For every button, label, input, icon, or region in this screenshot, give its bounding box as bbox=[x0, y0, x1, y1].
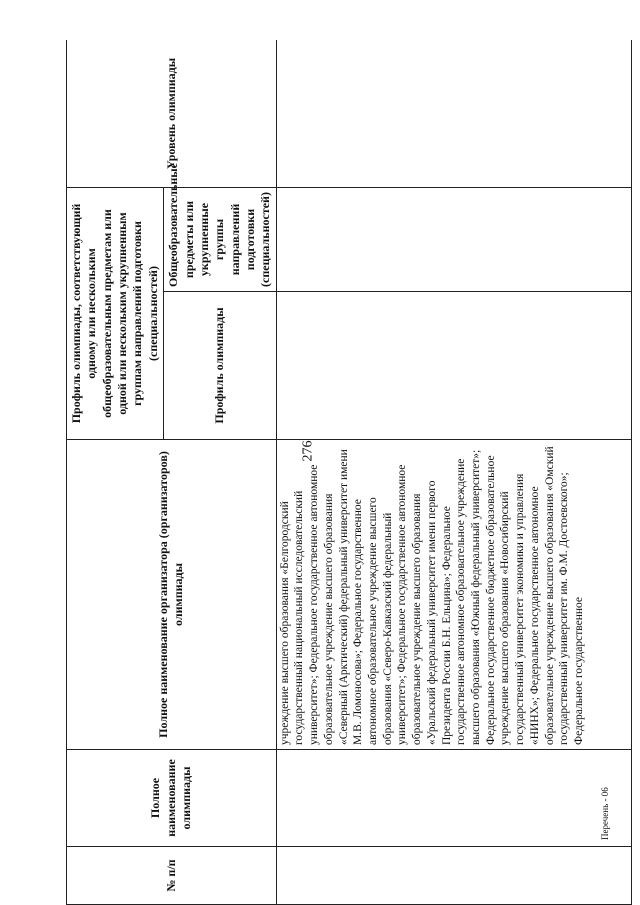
header-full-name: Полное наименование олимпиады bbox=[67, 750, 277, 847]
cell-subjects bbox=[276, 188, 631, 292]
cell-profile bbox=[276, 292, 631, 440]
olympiad-table-container bbox=[66, 40, 632, 905]
olympiad-table bbox=[66, 40, 632, 905]
header-profile-group: Профиль олимпиады, соответствующий одному или нескольким общеобразовательным предметам или одной или нескольким укрупненным группам направлений подготовки (специальностей) bbox=[67, 188, 164, 440]
header-row-1 bbox=[67, 40, 164, 905]
header-profile: Профиль олимпиады bbox=[164, 292, 277, 440]
header-level: Уровень олимпиады bbox=[67, 40, 277, 188]
header-num: № п/п bbox=[67, 847, 277, 905]
table-row bbox=[276, 40, 631, 905]
cell-organizer: учреждение высшего образования «Белгородский государственный национальный исследовательский университет»; Федеральное государственное автономное образовательное учреждение высшего образования «Северный (Арктический) федеральный университет имени М.В. Ломоносова»; Федеральное государственное автономное образовательное учреждение высшего образования «Северо-Кавказский федеральный университет»; Федеральное государственное автономное образовательное учреждение высшего образования «Уральский федеральный университет имени первого Президента России Б.Н. Ельцина»; Федеральное государственное автономное образовательное учреждение высшего образования «Южный федеральный университет»; Федеральное государственное бюджетное образовательное учреждение высшего образования «Новосибирский государственный университет экономики и управления «НИНХ»; Федеральное государственное автономное образовательное учреждение высшего образования «Омский государственный университет им. Ф.М. Достоевского»; Федеральное государственное bbox=[276, 440, 631, 750]
header-organizer: Полное наименование организатора (организаторов) олимпиады bbox=[67, 440, 277, 750]
footer-note: Перечень - 06 bbox=[600, 787, 610, 840]
header-subjects: Общеобразовательные предметы или укрупненные группы направлений подготовки (специальностей) bbox=[164, 188, 277, 292]
page-number: 276 bbox=[300, 440, 316, 462]
cell-num bbox=[276, 847, 631, 905]
cell-full-name bbox=[276, 750, 631, 847]
cell-level bbox=[276, 40, 631, 188]
olympiad-table-rotated bbox=[66, 40, 632, 905]
